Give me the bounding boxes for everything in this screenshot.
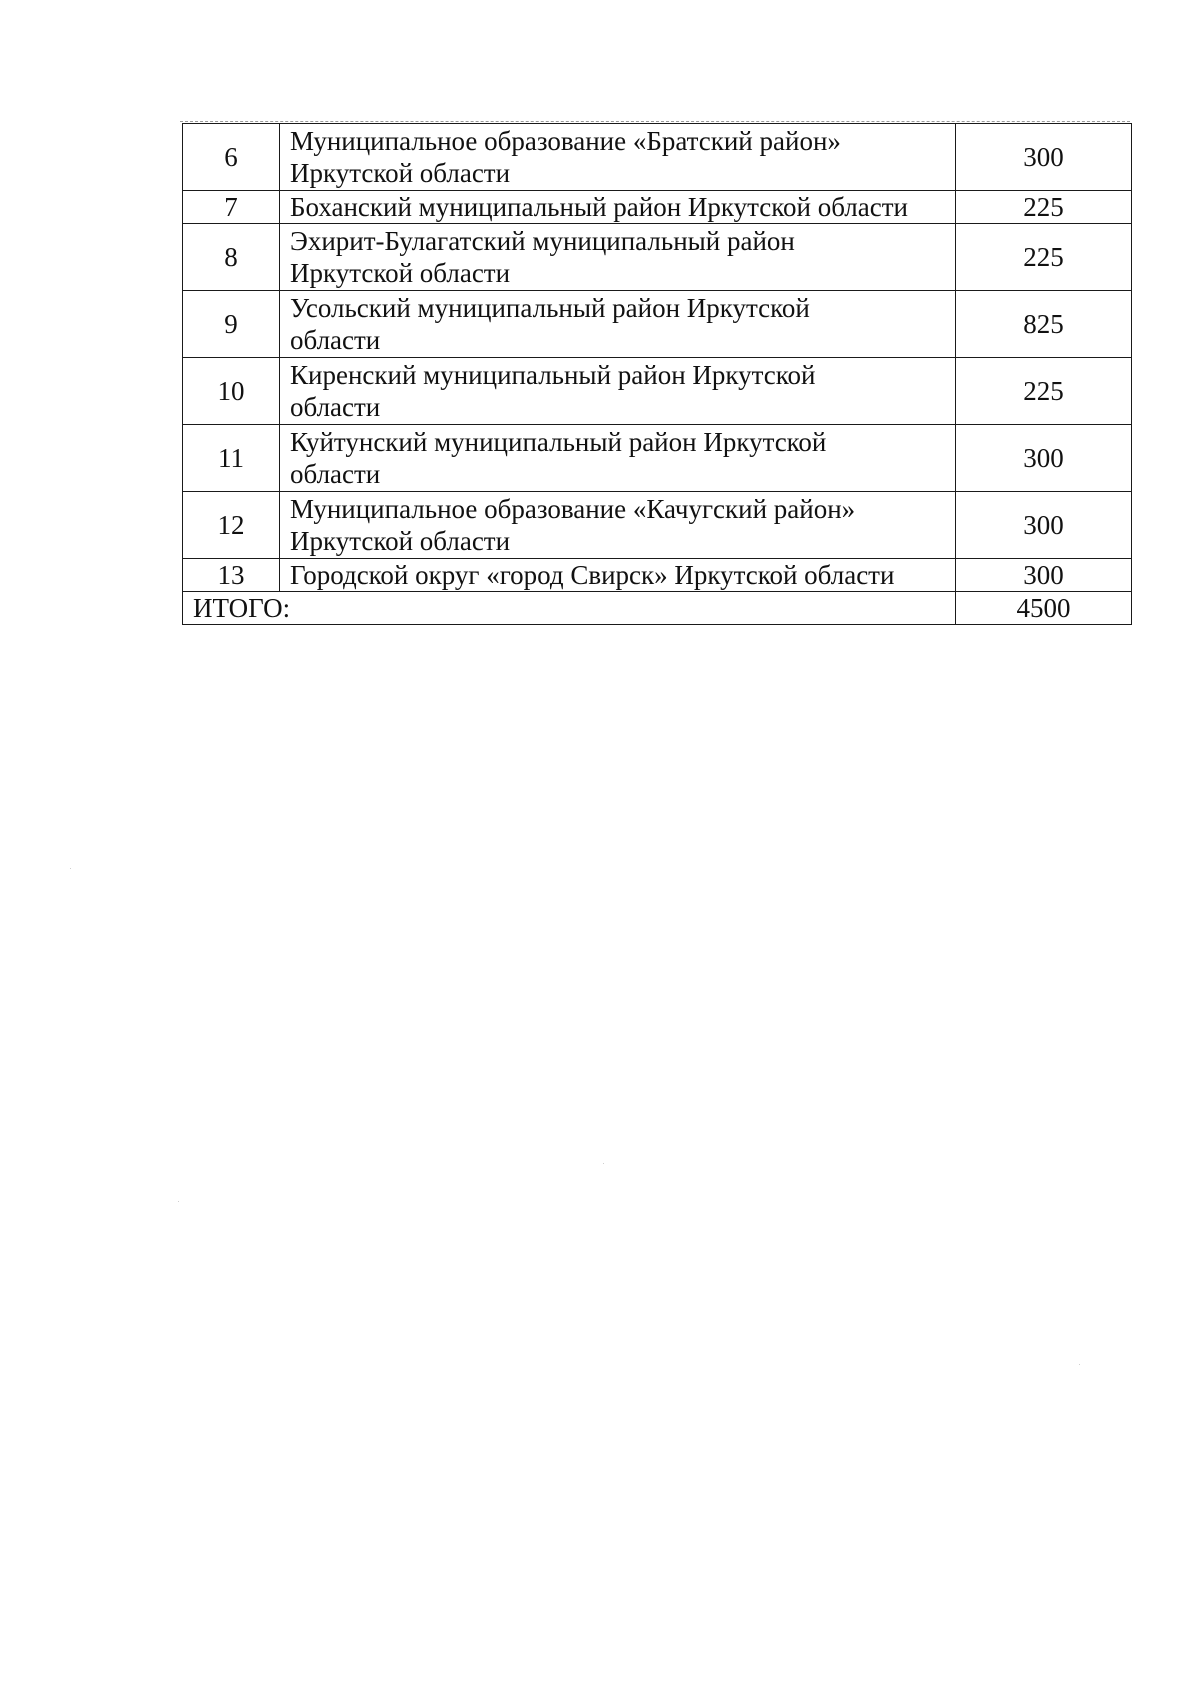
amount-cell: 825 bbox=[956, 291, 1132, 358]
row-number: 6 bbox=[183, 124, 280, 191]
scan-speck bbox=[603, 1163, 604, 1164]
amount-cell: 300 bbox=[956, 492, 1132, 559]
row-number: 12 bbox=[183, 492, 280, 559]
table-row bbox=[183, 224, 1132, 291]
row-number: 13 bbox=[183, 559, 280, 592]
scan-speck bbox=[1079, 1364, 1080, 1365]
municipality-name: Боханский муниципальный район Иркутской области bbox=[280, 191, 956, 224]
row-number: 11 bbox=[183, 425, 280, 492]
municipality-name: Куйтунский муниципальный район Иркутской области bbox=[280, 425, 956, 492]
row-number: 7 bbox=[183, 191, 280, 224]
table-row bbox=[183, 124, 1132, 191]
row-number: 9 bbox=[183, 291, 280, 358]
table-row bbox=[183, 425, 1132, 492]
amount-cell: 225 bbox=[956, 358, 1132, 425]
table-row bbox=[183, 191, 1132, 224]
municipality-name: Эхирит-Булагатский муниципальный район Иркутской области bbox=[280, 224, 956, 291]
amount-cell: 300 bbox=[956, 124, 1132, 191]
table-row bbox=[183, 291, 1132, 358]
table-row bbox=[183, 559, 1132, 592]
row-number: 10 bbox=[183, 358, 280, 425]
total-amount: 4500 bbox=[956, 592, 1132, 625]
page-break-line bbox=[180, 121, 1130, 122]
row-number: 8 bbox=[183, 224, 280, 291]
amount-cell: 300 bbox=[956, 559, 1132, 592]
total-row bbox=[183, 592, 1132, 625]
amount-cell: 300 bbox=[956, 425, 1132, 492]
amount-cell: 225 bbox=[956, 224, 1132, 291]
total-label: ИТОГО: bbox=[183, 592, 956, 625]
municipality-name: Киренский муниципальный район Иркутской области bbox=[280, 358, 956, 425]
table-row bbox=[183, 358, 1132, 425]
scan-speck bbox=[178, 1201, 179, 1202]
municipality-name: Муниципальное образование «Качугский район» Иркутской области bbox=[280, 492, 956, 559]
municipality-name: Муниципальное образование «Братский район» Иркутской области bbox=[280, 124, 956, 191]
amount-cell: 225 bbox=[956, 191, 1132, 224]
table-row bbox=[183, 492, 1132, 559]
allocation-table bbox=[182, 123, 1132, 625]
municipality-name: Городской округ «город Свирск» Иркутской области bbox=[280, 559, 956, 592]
scan-speck bbox=[70, 868, 71, 869]
municipality-name: Усольский муниципальный район Иркутской области bbox=[280, 291, 956, 358]
